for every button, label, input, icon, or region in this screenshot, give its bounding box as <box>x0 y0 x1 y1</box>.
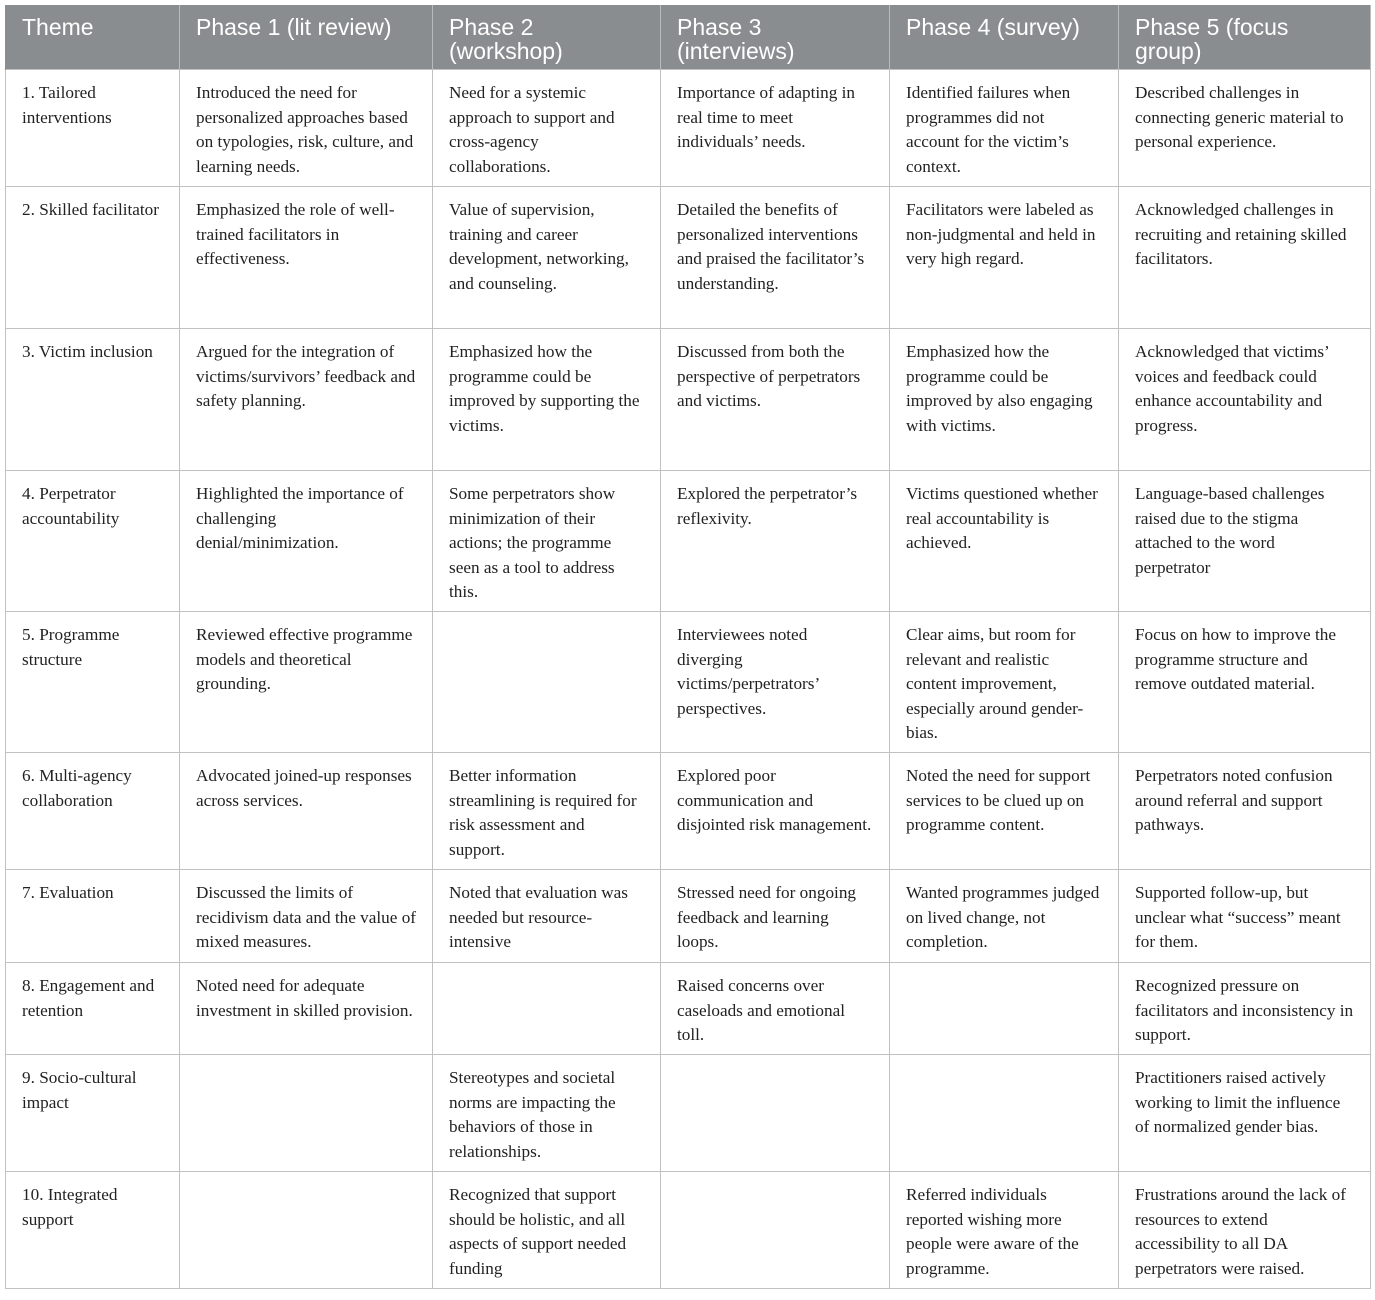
phase-3-cell <box>661 1055 890 1172</box>
phase-5-cell: Acknowledged that victims’ voices and feedback could enhance accountability and progress. <box>1119 329 1371 471</box>
header-phase-5: Phase 5 (focus group) <box>1119 5 1371 70</box>
phase-3-cell <box>661 1172 890 1289</box>
phase-1-cell: Noted need for adequate investment in skilled provision. <box>180 963 433 1055</box>
phase-4-cell: Referred individuals reported wishing more people were aware of the programme. <box>890 1172 1119 1289</box>
themes-by-phase-table <box>5 5 1371 1289</box>
phase-1-cell <box>180 1172 433 1289</box>
phase-5-cell: Acknowledged challenges in recruiting and retaining skilled facilitators. <box>1119 187 1371 329</box>
phase-3-cell: Detailed the benefits of personalized interventions and praised the facilitator’s understanding. <box>661 187 890 329</box>
phase-4-cell: Clear aims, but room for relevant and realistic content improvement, especially around gender-bias. <box>890 612 1119 753</box>
phase-5-cell: Described challenges in connecting generic material to personal experience. <box>1119 70 1371 187</box>
theme-cell: 4. Perpetrator accountability <box>6 471 180 612</box>
phase-2-cell: Some perpetrators show minimization of their actions; the programme seen as a tool to address this. <box>433 471 661 612</box>
table-row <box>6 963 1371 1055</box>
header-phase-3: Phase 3 (interviews) <box>661 5 890 70</box>
theme-cell: 10. Integrated support <box>6 1172 180 1289</box>
phase-2-cell: Stereotypes and societal norms are impacting the behaviors of those in relationships. <box>433 1055 661 1172</box>
phase-1-cell: Advocated joined-up responses across services. <box>180 753 433 870</box>
table-row <box>6 1172 1371 1289</box>
phase-4-cell: Facilitators were labeled as non-judgmental and held in very high regard. <box>890 187 1119 329</box>
phase-3-cell: Interviewees noted diverging victims/perpetrators’ perspectives. <box>661 612 890 753</box>
phase-3-cell: Importance of adapting in real time to meet individuals’ needs. <box>661 70 890 187</box>
phase-1-cell: Introduced the need for personalized approaches based on typologies, risk, culture, and learning needs. <box>180 70 433 187</box>
phase-4-cell: Wanted programmes judged on lived change, not completion. <box>890 870 1119 963</box>
header-phase-4: Phase 4 (survey) <box>890 5 1119 70</box>
phase-1-cell: Argued for the integration of victims/survivors’ feedback and safety planning. <box>180 329 433 471</box>
theme-cell: 7. Evaluation <box>6 870 180 963</box>
phase-5-cell: Practitioners raised actively working to limit the influence of normalized gender bias. <box>1119 1055 1371 1172</box>
table-row <box>6 70 1371 187</box>
phase-3-cell: Stressed need for ongoing feedback and learning loops. <box>661 870 890 963</box>
table-row <box>6 753 1371 870</box>
table-row <box>6 1055 1371 1172</box>
phase-4-cell: Victims questioned whether real accountability is achieved. <box>890 471 1119 612</box>
phase-4-cell: Noted the need for support services to be clued up on programme content. <box>890 753 1119 870</box>
phase-5-cell: Frustrations around the lack of resources to extend accessibility to all DA perpetrators were raised. <box>1119 1172 1371 1289</box>
phase-1-cell: Emphasized the role of well-trained facilitators in effectiveness. <box>180 187 433 329</box>
phase-2-cell: Noted that evaluation was needed but resource-intensive <box>433 870 661 963</box>
phase-3-cell: Raised concerns over caseloads and emotional toll. <box>661 963 890 1055</box>
phase-3-cell: Discussed from both the perspective of perpetrators and victims. <box>661 329 890 471</box>
header-phase-2: Phase 2 (workshop) <box>433 5 661 70</box>
phase-4-cell: Emphasized how the programme could be improved by also engaging with victims. <box>890 329 1119 471</box>
phase-1-cell <box>180 1055 433 1172</box>
phase-3-cell: Explored the perpetrator’s reflexivity. <box>661 471 890 612</box>
theme-cell: 5. Programme structure <box>6 612 180 753</box>
themes-table-container <box>5 5 1370 1289</box>
phase-2-cell: Value of supervision, training and career development, networking, and counseling. <box>433 187 661 329</box>
phase-5-cell: Language-based challenges raised due to the stigma attached to the word perpetrator <box>1119 471 1371 612</box>
theme-cell: 8. Engagement and retention <box>6 963 180 1055</box>
table-row <box>6 471 1371 612</box>
header-row <box>6 5 1371 70</box>
phase-5-cell: Recognized pressure on facilitators and inconsistency in support. <box>1119 963 1371 1055</box>
phase-2-cell: Emphasized how the programme could be improved by supporting the victims. <box>433 329 661 471</box>
table-row <box>6 187 1371 329</box>
phase-1-cell: Reviewed effective programme models and theoretical grounding. <box>180 612 433 753</box>
phase-2-cell <box>433 963 661 1055</box>
table-row <box>6 612 1371 753</box>
header-phase-1: Phase 1 (lit review) <box>180 5 433 70</box>
table-row <box>6 870 1371 963</box>
theme-cell: 1. Tailored interventions <box>6 70 180 187</box>
theme-cell: 9. Socio-cultural impact <box>6 1055 180 1172</box>
phase-2-cell: Better information streamlining is required for risk assessment and support. <box>433 753 661 870</box>
phase-2-cell <box>433 612 661 753</box>
phase-5-cell: Supported follow-up, but unclear what “success” meant for them. <box>1119 870 1371 963</box>
phase-1-cell: Discussed the limits of recidivism data and the value of mixed measures. <box>180 870 433 963</box>
phase-5-cell: Perpetrators noted confusion around referral and support pathways. <box>1119 753 1371 870</box>
theme-cell: 2. Skilled facilitator <box>6 187 180 329</box>
theme-cell: 3. Victim inclusion <box>6 329 180 471</box>
table-header <box>6 5 1371 70</box>
phase-2-cell: Recognized that support should be holistic, and all aspects of support needed funding <box>433 1172 661 1289</box>
phase-1-cell: Highlighted the importance of challenging denial/minimization. <box>180 471 433 612</box>
phase-4-cell <box>890 963 1119 1055</box>
table-row <box>6 329 1371 471</box>
phase-5-cell: Focus on how to improve the programme structure and remove outdated material. <box>1119 612 1371 753</box>
phase-3-cell: Explored poor communication and disjointed risk management. <box>661 753 890 870</box>
phase-4-cell <box>890 1055 1119 1172</box>
phase-4-cell: Identified failures when programmes did not account for the victim’s context. <box>890 70 1119 187</box>
header-theme: Theme <box>6 5 180 70</box>
table-body <box>6 70 1371 1289</box>
theme-cell: 6. Multi-agency collaboration <box>6 753 180 870</box>
phase-2-cell: Need for a systemic approach to support and cross-agency collaborations. <box>433 70 661 187</box>
